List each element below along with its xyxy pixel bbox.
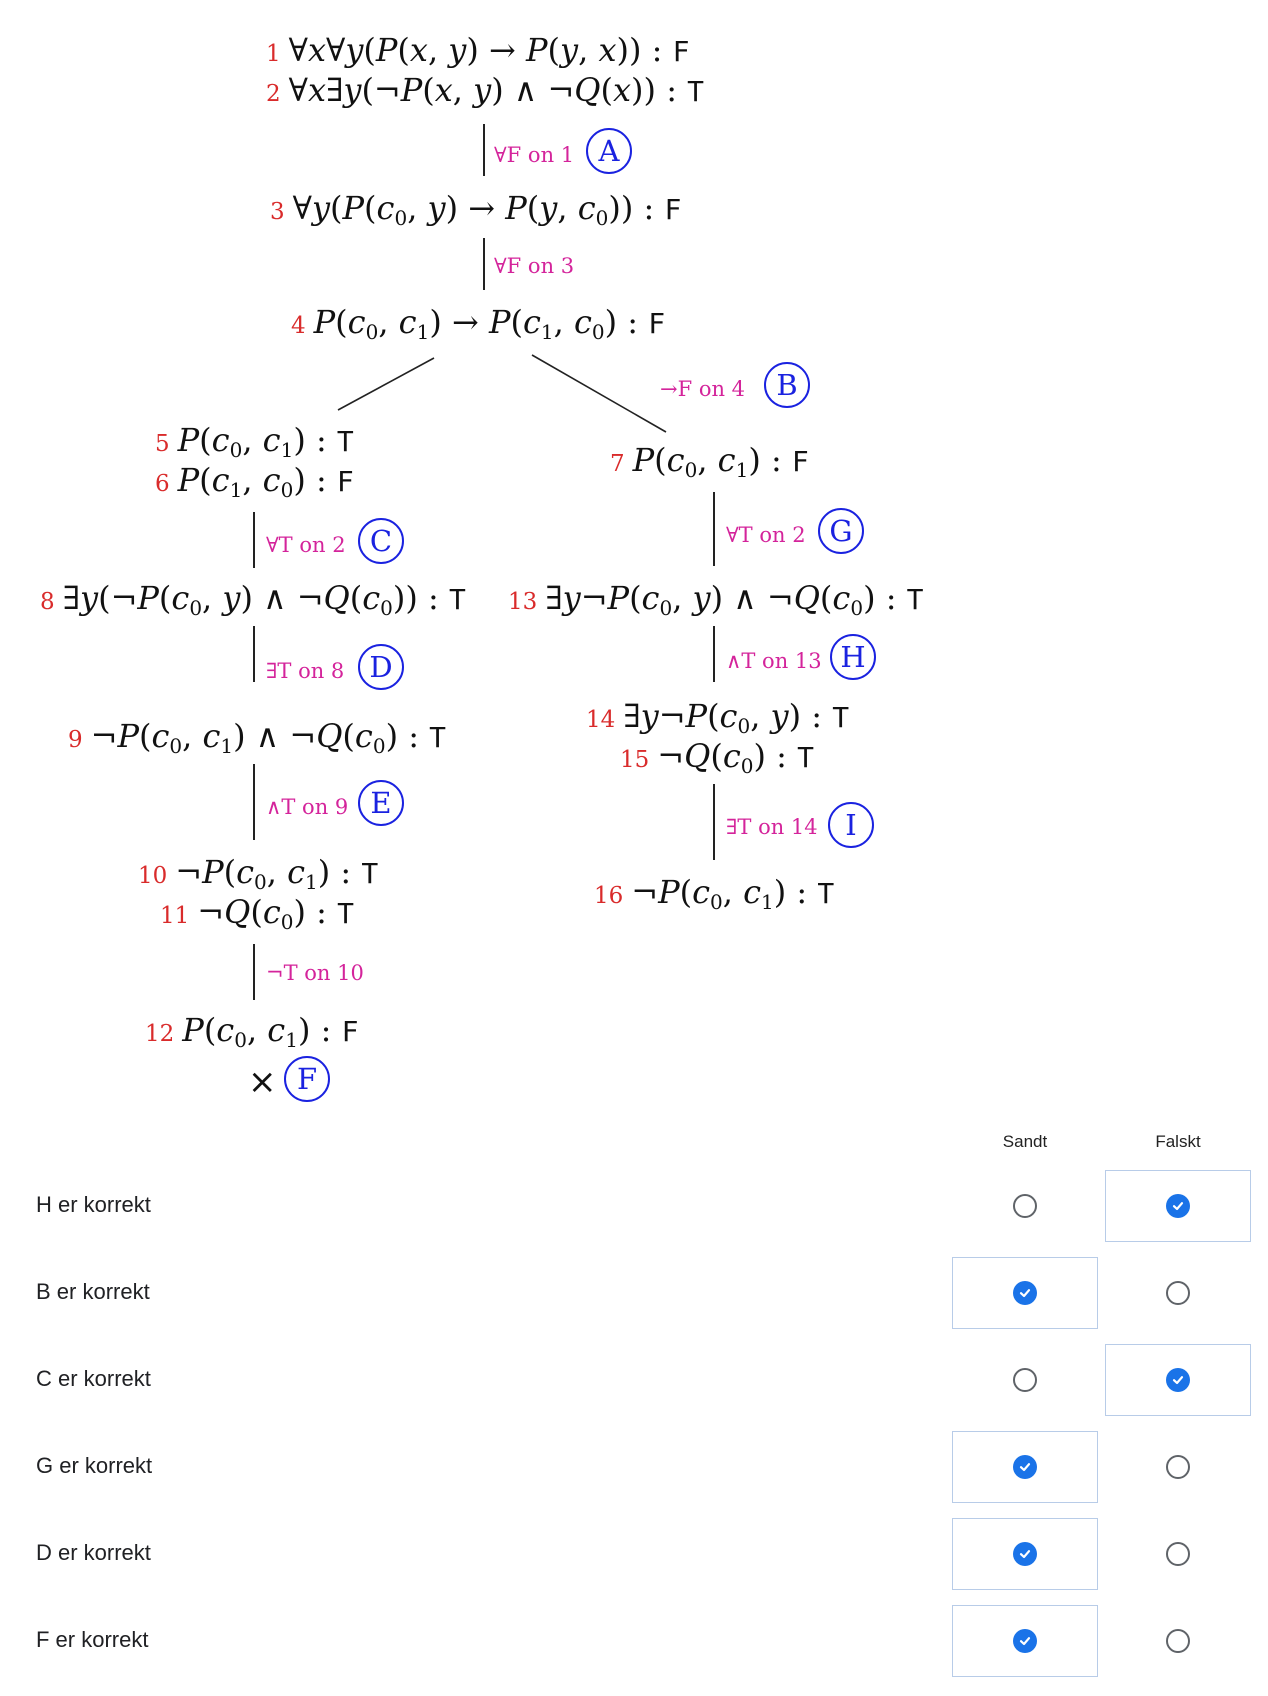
rule-connector: [483, 238, 485, 290]
radio-checked-icon[interactable]: [1013, 1281, 1037, 1305]
rule-connector: [713, 784, 715, 860]
truth-value: T: [832, 701, 850, 734]
closed-branch-mark: ×: [248, 1062, 277, 1102]
formula-11: 11 $\neg Q(c_0)$ : T: [160, 893, 354, 934]
radio-cell-sandt[interactable]: [952, 1431, 1098, 1503]
rule-label: →F on 4: [660, 377, 746, 401]
rule-label: ∧T on 9: [266, 795, 349, 819]
radio-cell-falskt[interactable]: [1105, 1344, 1251, 1416]
rule-label: ∃T on 14: [726, 815, 818, 839]
radio-unchecked-icon[interactable]: [1013, 1368, 1037, 1392]
radio-cell-falskt[interactable]: [1105, 1170, 1251, 1242]
radio-checked-icon[interactable]: [1166, 1368, 1190, 1392]
row-label: H er korrekt: [36, 1192, 151, 1217]
truth-value: T: [797, 741, 814, 774]
rule-connector: [253, 512, 255, 568]
line-number: 2: [266, 81, 281, 107]
truth-value: F: [648, 307, 666, 340]
rule-label: ∃T on 8: [266, 659, 345, 683]
radio-cell-sandt[interactable]: [952, 1170, 1098, 1242]
line-number: 11: [160, 903, 190, 929]
truth-value: T: [336, 425, 354, 458]
badge-d: D: [358, 644, 404, 690]
radio-cell-sandt[interactable]: [952, 1518, 1098, 1590]
truth-value: T: [361, 857, 379, 890]
radio-cell-sandt[interactable]: [952, 1344, 1098, 1416]
right-branch-edge: [532, 355, 666, 432]
formula-12: 12 $P(c_0$, $c_1$) : F: [145, 1011, 359, 1052]
line-number: 1: [266, 41, 281, 67]
radio-cell-sandt[interactable]: [952, 1605, 1098, 1677]
row-label: F er korrekt: [36, 1627, 149, 1652]
formula-15: 15 $\neg Q(c_0)$ : T: [620, 737, 814, 778]
left-branch-edge: [338, 358, 434, 410]
line-number: 14: [586, 707, 616, 733]
badge-h: H: [830, 634, 876, 680]
checkmark-icon: [1171, 1199, 1185, 1213]
formula-14: 14 $\exists y\neg P(c_0$, y) : T: [586, 697, 850, 738]
line-number: 4: [291, 313, 306, 339]
checkmark-icon: [1018, 1547, 1032, 1561]
truth-value: T: [817, 877, 835, 910]
badge-c: C: [358, 518, 404, 564]
column-header-falskt: Falskt: [1155, 1132, 1201, 1151]
formula-10: 10 $\neg P(c_0$, $c_1$) : T: [138, 853, 379, 894]
radio-unchecked-icon[interactable]: [1166, 1542, 1190, 1566]
formula-7: 7 $P(c_0$, $c_1$) : F: [610, 441, 809, 482]
radio-unchecked-icon[interactable]: [1013, 1194, 1037, 1218]
radio-cell-falskt[interactable]: [1105, 1605, 1251, 1677]
formula-8: 8 $\exists y(\neg P(c_0$, y) ∧ $\neg Q(c_0)$) : T: [40, 579, 466, 620]
rule-connector: [483, 124, 485, 176]
line-number: 9: [68, 727, 83, 753]
truth-value: T: [687, 75, 704, 108]
truth-value: F: [672, 35, 690, 68]
truth-value: F: [791, 445, 809, 478]
line-number: 15: [620, 747, 650, 773]
line-number: 16: [594, 883, 624, 909]
radio-checked-icon[interactable]: [1013, 1542, 1037, 1566]
formula-13: 13 $\exists y\neg P(c_0$, y) ∧ $\neg Q(c_0)$ : T: [508, 579, 924, 620]
line-number: 3: [270, 199, 285, 225]
rule-label: ¬T on 10: [266, 961, 364, 985]
row-label: G er korrekt: [36, 1453, 153, 1478]
formula-16: 16 $\neg P(c_0$, $c_1$) : T: [594, 873, 835, 914]
radio-unchecked-icon[interactable]: [1166, 1455, 1190, 1479]
rule-connector: [253, 944, 255, 1000]
rule-label: ∀T on 2: [266, 533, 346, 557]
line-number: 10: [138, 863, 168, 889]
truth-value: F: [664, 193, 682, 226]
badge-b: B: [764, 362, 810, 408]
column-header-sandt: Sandt: [1002, 1132, 1048, 1151]
radio-unchecked-icon[interactable]: [1166, 1629, 1190, 1653]
checkmark-icon: [1018, 1634, 1032, 1648]
radio-cell-falskt[interactable]: [1105, 1257, 1251, 1329]
checkmark-icon: [1018, 1460, 1032, 1474]
radio-cell-falskt[interactable]: [1105, 1431, 1251, 1503]
truth-value: T: [906, 583, 924, 616]
truth-value: T: [449, 583, 466, 616]
formula-2: 2 ∀x∃y(¬P(x, y) ∧ ¬Q(x)) : T: [266, 71, 704, 109]
radio-checked-icon[interactable]: [1013, 1455, 1037, 1479]
rule-connector: [253, 626, 255, 682]
row-label: D er korrekt: [36, 1540, 151, 1565]
line-number: 7: [610, 451, 625, 477]
formula-3: 3 $\forall y(P(c_0$, y) → P(y, $c_0$)) : F: [270, 189, 682, 230]
badge-i: I: [828, 802, 874, 848]
radio-checked-icon[interactable]: [1013, 1629, 1037, 1653]
rule-connector: [713, 626, 715, 682]
radio-cell-falskt[interactable]: [1105, 1518, 1251, 1590]
line-number: 6: [155, 471, 170, 497]
radio-unchecked-icon[interactable]: [1166, 1281, 1190, 1305]
truth-value: T: [429, 721, 447, 754]
line-number: 8: [40, 589, 55, 615]
line-number: 13: [508, 589, 538, 615]
rule-connector: [253, 764, 255, 840]
rule-label: ∀F on 1: [494, 143, 575, 167]
formula-4: 4 $P(c_0$, $c_1) \to P(c_1$, $c_0$) : F: [291, 303, 666, 344]
line-number: 12: [145, 1021, 175, 1047]
row-label: C er korrekt: [36, 1366, 151, 1391]
badge-f: F: [284, 1056, 330, 1102]
formula-1: 1 ∀x∀y(P(x, y) → P(y, x)) : F: [266, 31, 690, 69]
checkmark-icon: [1018, 1286, 1032, 1300]
badge-e: E: [358, 780, 404, 826]
rule-label: ∀F on 3: [494, 254, 575, 278]
row-label: B er korrekt: [36, 1279, 150, 1304]
formula-6: 6 $P(c_1$, $c_0$) : F: [155, 461, 354, 502]
formula-5: 5 $P(c_0$, $c_1$) : T: [155, 421, 354, 462]
truth-value: F: [336, 465, 354, 498]
line-number: 5: [155, 431, 170, 457]
rule-label: ∀T on 2: [726, 523, 806, 547]
radio-cell-sandt[interactable]: [952, 1257, 1098, 1329]
truth-value: F: [341, 1015, 359, 1048]
truth-value: T: [337, 897, 354, 930]
checkmark-icon: [1171, 1373, 1185, 1387]
radio-checked-icon[interactable]: [1166, 1194, 1190, 1218]
badge-a: A: [586, 128, 632, 174]
formula-9: 9 $\neg P(c_0$, $c_1$) ∧ $\neg Q(c_0)$ : T: [68, 717, 447, 758]
badge-g: G: [818, 508, 864, 554]
rule-connector: [713, 492, 715, 566]
rule-label: ∧T on 13: [726, 649, 822, 673]
